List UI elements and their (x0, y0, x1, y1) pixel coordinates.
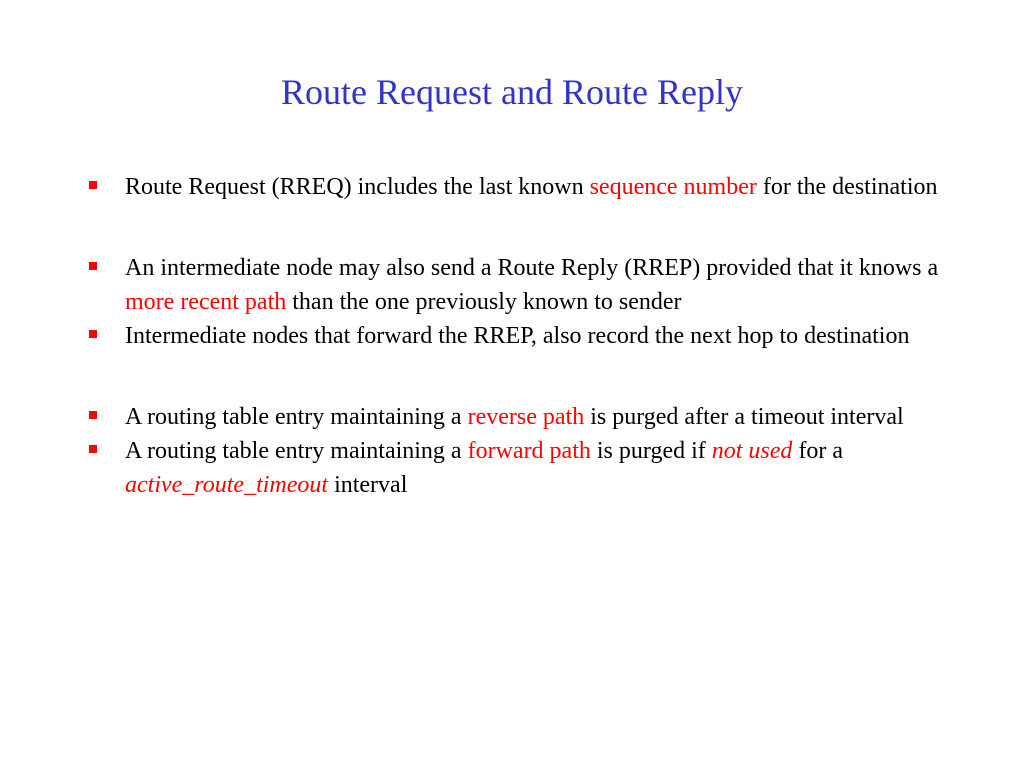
bullet-list (89, 170, 949, 502)
highlight-more-recent-path: more recent path (125, 289, 287, 315)
bullet-text-segment: is purged if (590, 438, 712, 464)
bullet-text-segment: for a (792, 438, 844, 464)
highlight-forward-path: forward path (467, 438, 591, 464)
bullet-item (89, 319, 949, 353)
highlight-sequence-number: sequence number (589, 174, 757, 200)
bullet-square-icon (89, 445, 97, 453)
bullet-text-segment: is purged after a timeout interval (584, 404, 904, 430)
bullet-item (89, 434, 949, 502)
bullet-item (89, 251, 949, 319)
bullet-text-segment: for the destination (756, 174, 938, 200)
bullet-text-segment: interval (328, 472, 408, 498)
bullet-text-segment: An intermediate node may also send a Route Reply (RREP) provided that it knows a (125, 255, 939, 281)
bullet-square-icon (89, 411, 97, 419)
bullet-text (125, 319, 949, 353)
bullet-text-segment: A routing table entry maintaining a (125, 438, 468, 464)
bullet-text-segment: Route Request (RREQ) includes the last known (125, 174, 590, 200)
highlight-reverse-path: reverse path (467, 404, 585, 430)
bullet-item (89, 400, 949, 434)
bullet-text (125, 170, 949, 204)
bullet-text-segment: than the one previously known to sender (286, 289, 682, 315)
highlight-active-route-timeout: active_route_timeout (125, 472, 329, 498)
highlight-not-used: not used (711, 438, 793, 464)
bullet-text (125, 434, 949, 502)
bullet-text (125, 251, 949, 319)
bullet-text-segment: A routing table entry maintaining a (125, 404, 468, 430)
bullet-square-icon (89, 330, 97, 338)
bullet-square-icon (89, 262, 97, 270)
bullet-text-segment: Intermediate nodes that forward the RREP, also record the next hop to destination (125, 323, 910, 349)
slide-title: Route Request and Route Reply (281, 72, 743, 112)
bullet-text (125, 400, 949, 434)
bullet-square-icon (89, 181, 97, 189)
bullet-item (89, 170, 949, 204)
